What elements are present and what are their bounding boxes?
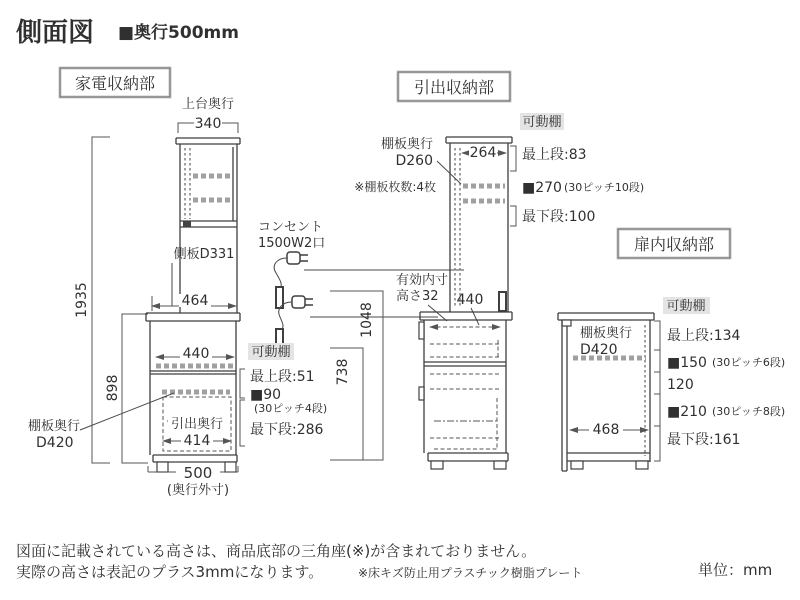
section-label-drawer-text: 引出収納部	[413, 78, 495, 97]
top-depth-title: 上台奥行	[181, 97, 235, 112]
dim-1048: 1048	[359, 302, 375, 338]
movable-pitch-left: ■90	[250, 387, 282, 403]
outlet-middle-unit	[499, 292, 506, 311]
movable-top-left: 最上段:51	[250, 369, 315, 385]
outlet-spec: 1500W2口	[258, 236, 326, 251]
dim-898: 898	[105, 374, 121, 402]
movable-pitch1-note-right: (30ピッチ6段)	[712, 356, 786, 369]
effective-size-1: 有効内寸	[396, 273, 449, 288]
mid-shelf-depth-2: D260	[395, 153, 433, 169]
movable-shelf-tag-right-text: 可動棚	[666, 299, 706, 314]
movable-shelf-tag-left-text: 可動棚	[251, 345, 291, 360]
footer-note-1: 図面に記載されている高さは、商品底部の三角座(※)が含まれておりません。	[16, 542, 537, 560]
dim-264: 264	[469, 145, 497, 161]
movable-top-right: 最上段:134	[667, 328, 741, 344]
dim-738: 738	[335, 358, 351, 386]
door-unit-drawing	[558, 297, 785, 471]
shelf-depth-label-2: D420	[36, 435, 74, 451]
plug-icon-upper	[274, 252, 308, 287]
dim-1935: 1935	[74, 282, 90, 318]
mid-shelf-depth-1: 棚板奥行	[380, 137, 433, 152]
dim-500: 500	[183, 464, 213, 482]
movable-bottom-right: 最下段:161	[667, 432, 741, 448]
movable-shelf-tag-middle-text: 可動棚	[522, 115, 562, 130]
dim-468: 468	[592, 422, 620, 438]
movable-top-middle: 最上段:83	[522, 147, 587, 163]
movable-pitch-middle: ■270	[522, 180, 562, 196]
movable-pitch-note-left: (30ピッチ4段)	[254, 402, 328, 415]
mid-shelf-count: ※棚板枚数:4枚	[354, 180, 436, 194]
page-title: 側面図	[16, 18, 95, 48]
section-label-drawer	[398, 72, 510, 101]
footer-notes	[16, 542, 772, 581]
movable-pitch-note-middle: (30ピッチ10段)	[564, 181, 645, 194]
movable-mid-right: 120	[667, 377, 694, 393]
unit-note: 単位：mm	[698, 561, 773, 579]
section-label-door	[618, 229, 730, 258]
effective-size-2: 高さ32	[396, 289, 439, 304]
movable-pitch1-right: ■150	[667, 355, 707, 371]
section-label-appliance	[60, 68, 170, 97]
movable-pitch2-note-right: (30ピッチ8段)	[712, 405, 786, 418]
drawer-depth-label: 引出奥行	[170, 417, 224, 432]
dim-500-note: (奥行外寸)	[166, 483, 230, 498]
side-panel-label: 側板D331	[173, 247, 235, 262]
drawer-unit-drawing	[354, 113, 644, 469]
movable-bottom-middle: 最下段:100	[522, 209, 596, 225]
shelf-depth-label-1: 棚板奥行	[28, 419, 81, 434]
dim-414: 414	[183, 433, 211, 449]
door-shelf-depth-2: D420	[580, 342, 618, 358]
movable-pitch2-right: ■210	[667, 404, 707, 420]
dim-340: 340	[194, 116, 222, 132]
section-label-door-text: 扉内収納部	[633, 235, 715, 254]
page-depth-note: ■奥行500mm	[118, 23, 239, 43]
footer-note-3: ※床キズ防止用プラスチック樹脂プレート	[358, 566, 583, 580]
section-label-appliance-text: 家電収納部	[74, 74, 156, 93]
outlet-title: コンセント	[258, 220, 324, 235]
movable-bottom-left: 最下段:286	[250, 422, 324, 438]
footer-note-2: 実際の高さは表記のプラス3mmになります。	[16, 563, 324, 581]
dim-440-middle: 440	[456, 292, 484, 308]
door-track	[183, 221, 191, 227]
door-shelf-depth-1: 棚板奥行	[580, 326, 633, 341]
dim-440-left: 440	[182, 346, 210, 362]
dim-464: 464	[181, 293, 209, 309]
